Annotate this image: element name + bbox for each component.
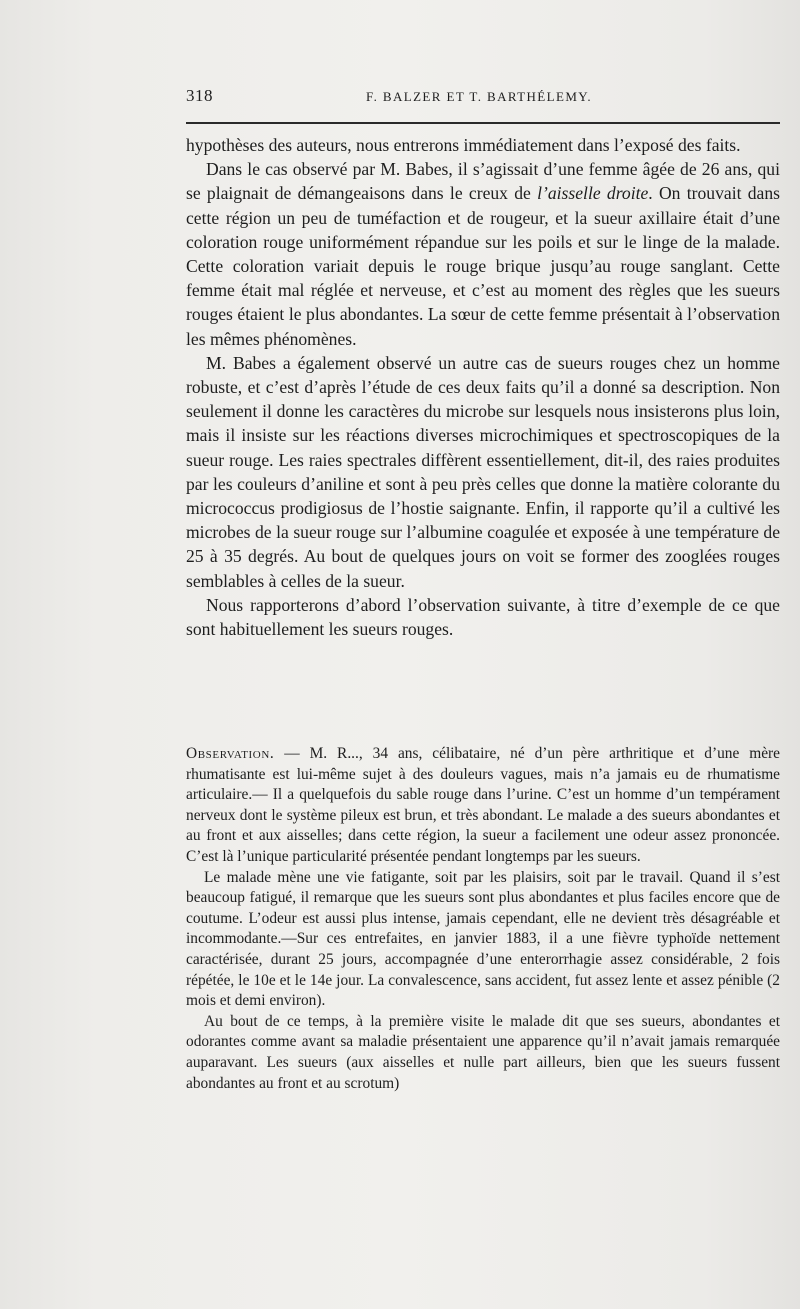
paragraph-3: M. Babes a également observé un autre cas de sueurs rouges chez un homme robuste, et c’est d’après l’étude de ces deux faits qu’il a donné sa description. Non seulement il donne les caractères du microbe sur lesquels nous insisterons plus loin, mais il insiste sur les réactions diverses microchimiques et spectroscopiques de la sueur rouge. Les raies spectrales diffèrent essentiellement, dit-il, des raies produites par les couleurs d’aniline et sont à peu près celles que donne la matière colorante du micrococcus prodigiosus de l’hostie saignante. Enfin, il rapporte qu’il a cultivé les microbes de la sueur rouge sur l’albumine coagulée et exposée à une température de 25 à 35 degrés. Au bout de quelques jours on voit se former des zooglées rouges semblables à celles de la sueur.	[186, 352, 780, 591]
observation-paragraph-1-text: — M. R..., 34 ans, célibataire, né d’un père arthritique et d’une mère rhumatisante est lui-même sujet à des douleurs vagues, mais n’a jamais eu de rhumatisme articulaire.— Il a quelquefois du sable rouge dans l’urine. C’est un homme d’un tempérament nerveux dont le système pileux est brun, et très abondant. Le malade a des sueurs abondantes et au front et aux aisselles; dans cette région, la sueur a facilement une odeur assez prononcée. C’est là l’unique particularité présentée pendant longtemps par les sueurs.	[186, 745, 780, 865]
observation-label: Observation.	[186, 745, 275, 762]
observation-paragraph-2: Le malade mène une vie fatigante, soit par les plaisirs, soit par le travail. Quand il s’est beaucoup fatigué, il remarque que les sueurs sont plus abondantes et plus faciles encore que de coutume. L’odeur est aussi plus intense, jamais cependant, elle ne devient très désagréable et incommodante.—Sur ces entrefaites, en janvier 1883, il a une fièvre typhoïde nettement caractérisée, durant 25 jours, accompagnée d’une enterorrhagie assez considérable, 2 fois répétée, le 10e et le 14e jour. La convalescence, sans accident, fut assez lente et assez pénible (2 mois et demi environ).	[186, 868, 780, 1010]
paragraph-1: hypothèses des auteurs, nous entrerons immédiatement dans l’exposé des faits.	[186, 135, 741, 155]
paragraph-2	[186, 157, 780, 351]
header-rule	[186, 122, 780, 124]
observation-paragraph-1	[186, 744, 780, 868]
main-text	[186, 133, 780, 641]
paragraph-2-start: Dans le cas observé par M. Babes, il s’agissait d’une femme âgée de 26 ans, qui se plaignait de démangeaisons dans le creux de	[186, 159, 780, 204]
observation-paragraph-3: Au bout de ce temps, à la première visite le malade dit que ses sueurs, abondantes et odorantes comme avant sa maladie présentaient une apparence qu’il n’avait jamais remarquée auparavant. Les sueurs (aux aisselles et nulle part ailleurs, bien que les sueurs fussent abondantes au front et au scrotum)	[186, 1012, 780, 1092]
running-head-authors: F. BALZER ET T. BARTHÉLEMY.	[366, 89, 593, 104]
observation-section	[186, 744, 780, 1094]
running-head	[186, 86, 782, 110]
paragraph-4: Nous rapporterons d’abord l’observation suivante, à titre d’exemple de ce que sont habituellement les sueurs rouges.	[186, 594, 780, 640]
page-number: 318	[186, 86, 213, 105]
paragraph-2-end: . On trouvait dans cette région un peu de tuméfaction et de rougeur, et la sueur axillaire était d’une coloration rouge uniformément répandue sur les poils et sur le linge de la malade. Cette coloration variait depuis le rouge brique jusqu’au rouge sanglant. Cette femme était mal réglée et nerveuse, et c’est au moment des règles que les sueurs rouges étaient le plus abondantes. La sœur de cette femme présentait à l’observation les mêmes phénomènes.	[186, 183, 780, 349]
paragraph-2-italic: l’aisselle droite	[537, 183, 649, 204]
